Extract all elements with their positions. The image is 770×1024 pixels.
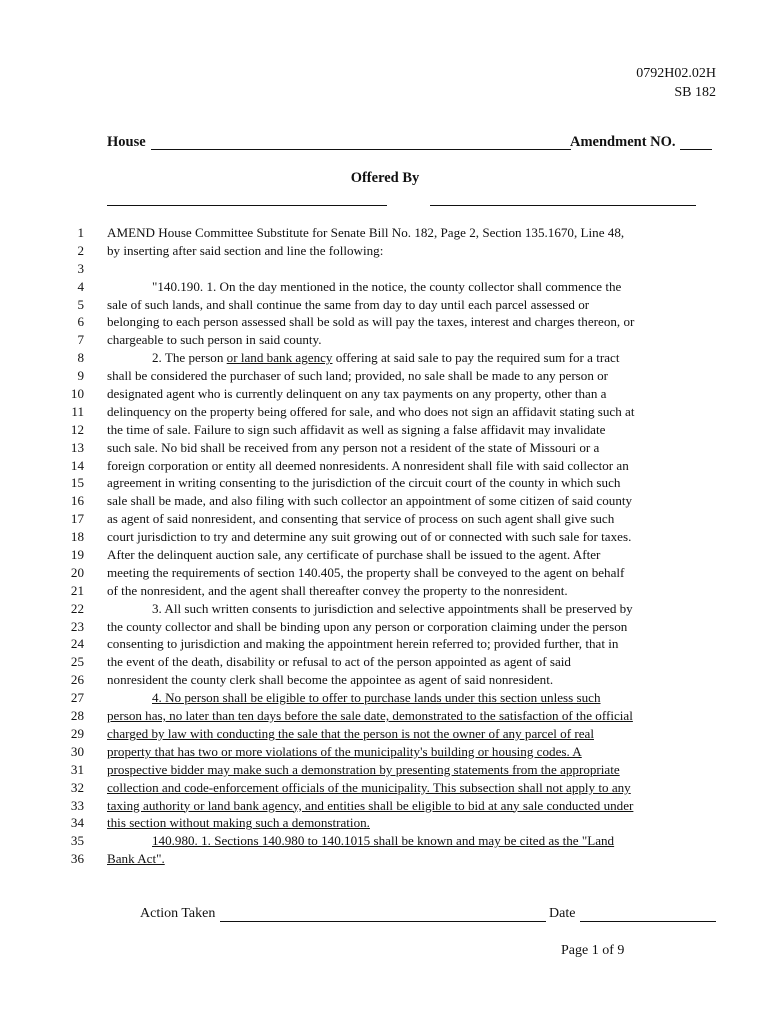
text-segment: shall be considered the purchaser of such land; provided, no sale shall be made to any person or — [107, 368, 609, 384]
text-line — [0, 474, 770, 492]
bill-code: 0792H02.02H — [636, 66, 716, 81]
line-text — [107, 618, 627, 636]
inserted-text: taxing authority or land bank agency, and entities shall be eligible to bid at any sale conducted under — [107, 797, 634, 813]
text-line — [0, 331, 770, 349]
text-segment: such sale. No bid shall be received from any person not a resident of the state of Missouri or a — [107, 439, 600, 455]
line-text — [107, 510, 614, 528]
text-line — [0, 510, 770, 528]
inserted-text: collection and code-enforcement officials of the municipality. This subsection shall not apply to any — [107, 779, 631, 795]
action-taken-line — [140, 906, 716, 926]
text-line — [0, 850, 770, 868]
text-line — [0, 242, 770, 260]
text-line — [0, 403, 770, 421]
line-number: 1 — [77, 225, 84, 240]
text-segment: After the delinquent auction sale, any certificate of purchase shall be issued to the agent. After — [107, 547, 601, 563]
text-line — [0, 653, 770, 671]
amendment-number-blank — [680, 149, 712, 150]
text-line — [0, 725, 770, 743]
text-segment: foreign corporation or entity all deemed nonresidents. A nonresident shall file with said collector an — [107, 457, 629, 473]
line-number: 33 — [70, 797, 84, 813]
text-line — [0, 367, 770, 385]
inserted-text: 140.980. 1. Sections 140.980 to 140.1015 shall be known and may be cited as the "Land — [152, 833, 615, 849]
line-number: 30 — [70, 743, 84, 759]
text-segment: nonresident the county clerk shall become the appointee as agent of said nonresident. — [107, 672, 554, 688]
line-text — [107, 797, 633, 815]
text-segment: the county collector and shall be binding upon any person or corporation claiming under the person — [107, 618, 628, 634]
date-label: Date — [549, 906, 576, 921]
line-text — [107, 242, 383, 260]
amendment-line — [107, 134, 712, 154]
line-text — [107, 779, 631, 797]
text-line — [0, 457, 770, 475]
line-number: 32 — [70, 779, 84, 795]
line-text — [107, 385, 606, 403]
text-line — [0, 439, 770, 457]
text-line — [0, 349, 770, 367]
house-label: House — [107, 134, 146, 150]
line-number: 13 — [70, 439, 84, 455]
signature-line-left — [107, 205, 387, 206]
line-number: 29 — [70, 725, 84, 741]
line-text — [107, 546, 600, 564]
signature-line-right — [430, 205, 696, 206]
line-text — [107, 421, 605, 439]
line-text — [107, 296, 589, 314]
inserted-text: 4. No person shall be eligible to offer to purchase lands under this section unless such — [152, 690, 601, 706]
line-number: 17 — [70, 511, 84, 527]
line-number: 24 — [70, 636, 84, 652]
line-text — [107, 743, 582, 761]
inserted-text: property that has two or more violations of the municipality's building or housing codes. A — [107, 743, 582, 759]
offered-by-label: Offered By — [350, 170, 420, 186]
line-number: 22 — [70, 600, 84, 616]
line-number: 36 — [70, 851, 84, 867]
line-number: 18 — [70, 529, 84, 545]
line-number: 31 — [70, 761, 84, 777]
line-number: 14 — [70, 457, 84, 473]
text-segment: sale of such lands, and shall continue the same from day to day until each parcel assessed or — [107, 296, 590, 312]
text-line — [0, 671, 770, 689]
text-line — [0, 492, 770, 510]
inserted-text: charged by law with conducting the sale that the person is not the owner of any parcel of real — [107, 725, 594, 741]
line-number: 27 — [70, 690, 84, 706]
line-text — [107, 814, 370, 832]
house-blank-line — [151, 149, 571, 150]
line-text — [107, 403, 635, 421]
text-line — [0, 761, 770, 779]
line-number: 10 — [70, 386, 84, 402]
text-segment: belonging to each person assessed shall be sold as will pay the taxes, interest and charges thereon, or — [107, 314, 635, 330]
bill-header — [636, 64, 716, 102]
line-text — [107, 653, 571, 671]
inserted-text: prospective bidder may make such a demonstration by presenting statements from the appropriate — [107, 761, 620, 777]
text-segment: of the nonresident, and the agent shall thereafter convey the property to the nonresident. — [107, 582, 568, 598]
line-text — [107, 331, 322, 349]
line-number: 4 — [77, 278, 84, 294]
text-line — [0, 779, 770, 797]
line-text — [107, 457, 629, 475]
text-segment: delinquency on the property being offered for sale, and who does not sign an affidavit stating such at — [107, 403, 635, 419]
text-segment: agreement in writing consenting to the jurisdiction of the circuit court of the county in which such — [107, 475, 621, 491]
text-line — [0, 224, 770, 242]
text-line — [0, 385, 770, 403]
line-number: 7 — [77, 332, 84, 348]
line-number: 11 — [71, 403, 84, 419]
text-line — [0, 689, 770, 707]
inserted-text: this section without making such a demonstration. — [107, 815, 370, 831]
line-number: 6 — [77, 314, 84, 330]
text-segment: "140.190. 1. On the day mentioned in the notice, the county collector shall commence the — [152, 278, 622, 294]
text-segment: offering at said sale to pay the required sum for a tract — [332, 350, 620, 366]
date-blank — [580, 921, 716, 922]
text-line — [0, 296, 770, 314]
line-number: 19 — [70, 547, 84, 563]
text-line — [0, 313, 770, 331]
text-segment: AMEND House Committee Substitute for Senate Bill No. 182, Page 2, Section 135.1670, Line 48, — [107, 225, 625, 240]
line-number: 3 — [77, 260, 84, 276]
text-line — [0, 707, 770, 725]
line-number: 8 — [77, 350, 84, 366]
line-text — [107, 564, 624, 582]
line-number: 2 — [77, 242, 84, 258]
line-number: 12 — [70, 421, 84, 437]
line-number: 20 — [70, 564, 84, 580]
line-text — [107, 582, 568, 600]
text-line — [0, 618, 770, 636]
line-text — [152, 278, 621, 296]
text-line — [0, 635, 770, 653]
page-number: Page 1 of 9 — [561, 943, 625, 958]
bill-number: SB 182 — [674, 85, 716, 100]
line-text — [107, 367, 608, 385]
line-number: 9 — [77, 368, 84, 384]
line-text — [107, 671, 553, 689]
text-line — [0, 546, 770, 564]
text-line — [0, 421, 770, 439]
text-line — [0, 600, 770, 618]
text-line — [0, 582, 770, 600]
amendment-number-label: Amendment NO. — [570, 134, 676, 150]
text-segment: 2. The person — [152, 350, 227, 366]
line-number: 25 — [70, 654, 84, 670]
line-text — [107, 725, 594, 743]
line-text — [107, 313, 634, 331]
line-text — [107, 635, 618, 653]
text-segment: the event of the death, disability or refusal to act of the person appointed as agent of said — [107, 654, 571, 670]
line-number: 15 — [70, 475, 84, 491]
text-segment: as agent of said nonresident, and consenting that service of process on such agent shall give such — [107, 511, 615, 527]
line-number: 23 — [70, 618, 84, 634]
line-text — [152, 832, 614, 850]
text-line — [0, 797, 770, 815]
line-text — [107, 474, 620, 492]
line-number: 5 — [77, 296, 84, 312]
line-number: 28 — [70, 708, 84, 724]
text-line — [0, 743, 770, 761]
line-number: 34 — [70, 815, 84, 831]
line-number: 35 — [70, 833, 84, 849]
inserted-text: or land bank agency — [226, 350, 333, 366]
line-text — [107, 850, 165, 868]
line-number: 16 — [70, 493, 84, 509]
line-text — [107, 224, 624, 242]
text-segment: chargeable to such person in said county. — [107, 332, 322, 348]
inserted-text: person has, no later than ten days before the sale date, demonstrated to the satisfaction of the official — [107, 708, 633, 724]
text-line — [0, 278, 770, 296]
action-taken-blank — [220, 921, 546, 922]
line-text — [152, 600, 633, 618]
text-segment: the time of sale. Failure to sign such affidavit as well as signing a false affidavit may invalidate — [107, 421, 606, 437]
line-text — [107, 761, 620, 779]
line-number: 21 — [70, 582, 84, 598]
text-segment: designated agent who is currently delinquent on any tax payments on any property, other than a — [107, 386, 607, 402]
text-line — [0, 260, 770, 278]
line-number: 26 — [70, 672, 84, 688]
text-segment: by inserting after said section and line the following: — [107, 242, 384, 258]
inserted-text: Bank Act". — [107, 851, 165, 867]
amendment-text — [0, 224, 770, 868]
text-line — [0, 528, 770, 546]
text-segment: meeting the requirements of section 140.405, the property shall be conveyed to the agent on behalf — [107, 564, 625, 580]
text-line — [0, 814, 770, 832]
text-line — [0, 564, 770, 582]
text-segment: sale shall be made, and also filing with such collector an appointment of some citizen of said county — [107, 493, 633, 509]
line-text — [107, 528, 631, 546]
text-segment: court jurisdiction to try and determine any suit growing out of or connected with such sale for taxes. — [107, 529, 632, 545]
text-segment: 3. All such written consents to jurisdiction and selective appointments shall be preserved by — [152, 600, 633, 616]
line-text — [107, 492, 632, 510]
action-taken-label: Action Taken — [140, 906, 216, 921]
text-segment: consenting to jurisdiction and making the appointment herein referred to; provided further, that in — [107, 636, 619, 652]
line-text — [107, 439, 599, 457]
line-text — [107, 707, 633, 725]
text-line — [0, 832, 770, 850]
line-text — [152, 349, 619, 367]
line-text — [152, 689, 601, 707]
